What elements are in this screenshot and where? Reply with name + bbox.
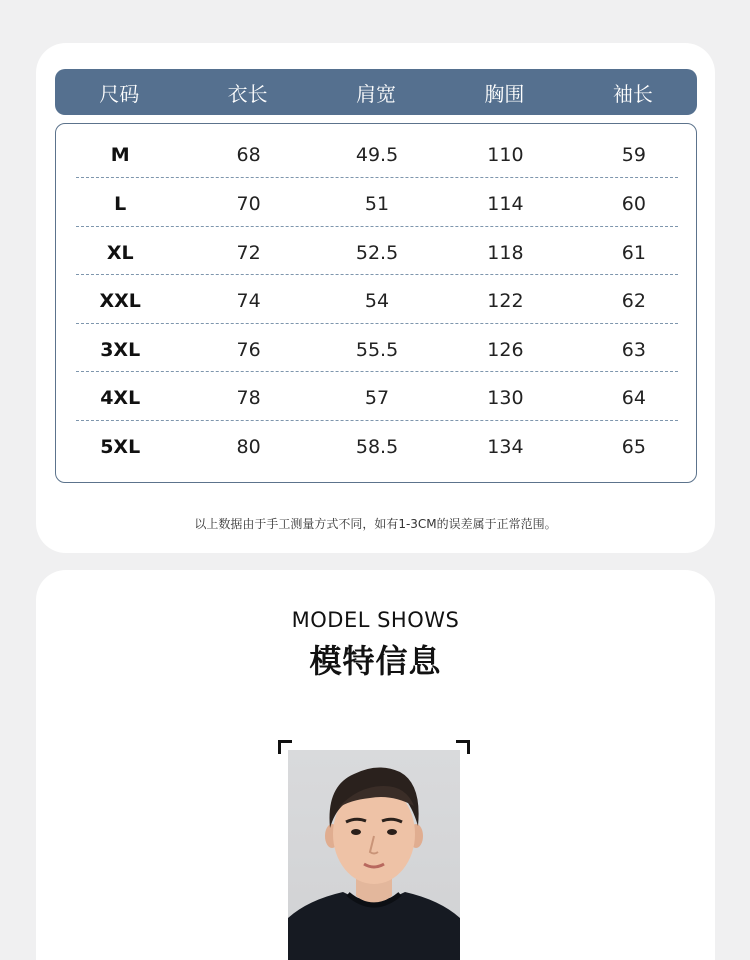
section-title-chinese: 模特信息 [309, 642, 442, 680]
table-row [56, 277, 698, 326]
length-cell: 78 [236, 387, 261, 410]
table-row [56, 423, 698, 472]
chest-cell: 134 [487, 436, 524, 459]
sleeve-cell: 65 [621, 436, 646, 459]
shoulder-cell: 54 [364, 290, 390, 313]
model-info-card [36, 570, 715, 960]
size-cell: 5XL [100, 436, 141, 459]
shoulder-cell: 49.5 [355, 144, 399, 167]
previous-section-edge [0, 0, 750, 14]
row-divider [76, 226, 678, 227]
row-divider [76, 420, 678, 421]
row-divider [76, 371, 678, 372]
size-cell: XL [106, 242, 134, 265]
chest-cell: 110 [487, 144, 524, 167]
header-chest: 胸围 [484, 81, 525, 106]
shoulder-cell: 52.5 [355, 242, 399, 265]
chest-cell: 126 [487, 339, 524, 362]
length-cell: 76 [236, 339, 261, 362]
sleeve-cell: 59 [621, 144, 646, 167]
length-cell: 72 [236, 242, 261, 265]
row-divider [76, 323, 678, 324]
shoulder-cell: 51 [364, 193, 390, 216]
sleeve-cell: 60 [621, 193, 646, 216]
sleeve-cell: 64 [621, 387, 646, 410]
header-sleeve: 袖长 [612, 81, 653, 106]
size-cell: 4XL [100, 387, 141, 410]
size-cell: XXL [99, 290, 141, 313]
row-divider [76, 177, 678, 178]
header-size: 尺码 [99, 81, 140, 106]
section-title-english: MODEL SHOWS [291, 608, 460, 632]
size-table-header [55, 69, 697, 115]
row-divider [76, 274, 678, 275]
length-cell: 74 [236, 290, 261, 313]
model-portrait-illustration [288, 750, 460, 960]
length-cell: 68 [236, 144, 261, 167]
sleeve-cell: 61 [621, 242, 646, 265]
length-cell: 70 [236, 193, 261, 216]
chest-cell: 114 [487, 193, 524, 216]
size-cell: L [114, 193, 127, 216]
table-row [56, 229, 698, 278]
shoulder-cell: 57 [364, 387, 390, 410]
sleeve-cell: 62 [621, 290, 646, 313]
header-length: 衣长 [227, 81, 268, 106]
chest-cell: 118 [487, 242, 524, 265]
size-cell: 3XL [100, 339, 141, 362]
size-chart-card [36, 43, 715, 553]
size-table-body [55, 123, 697, 483]
size-cell: M [110, 144, 130, 167]
chest-cell: 130 [487, 387, 524, 410]
shoulder-cell: 55.5 [355, 339, 399, 362]
table-row [56, 374, 698, 423]
header-shoulder: 肩宽 [356, 81, 397, 106]
table-row [56, 180, 698, 229]
sleeve-cell: 63 [621, 339, 646, 362]
model-photo [288, 750, 460, 960]
table-row [56, 131, 698, 180]
shoulder-cell: 58.5 [355, 436, 399, 459]
table-row [56, 326, 698, 375]
measurement-note: 以上数据由于手工测量方式不同，如有1-3CM的误差属于正常范围。 [194, 517, 557, 531]
length-cell: 80 [236, 436, 261, 459]
chest-cell: 122 [487, 290, 524, 313]
